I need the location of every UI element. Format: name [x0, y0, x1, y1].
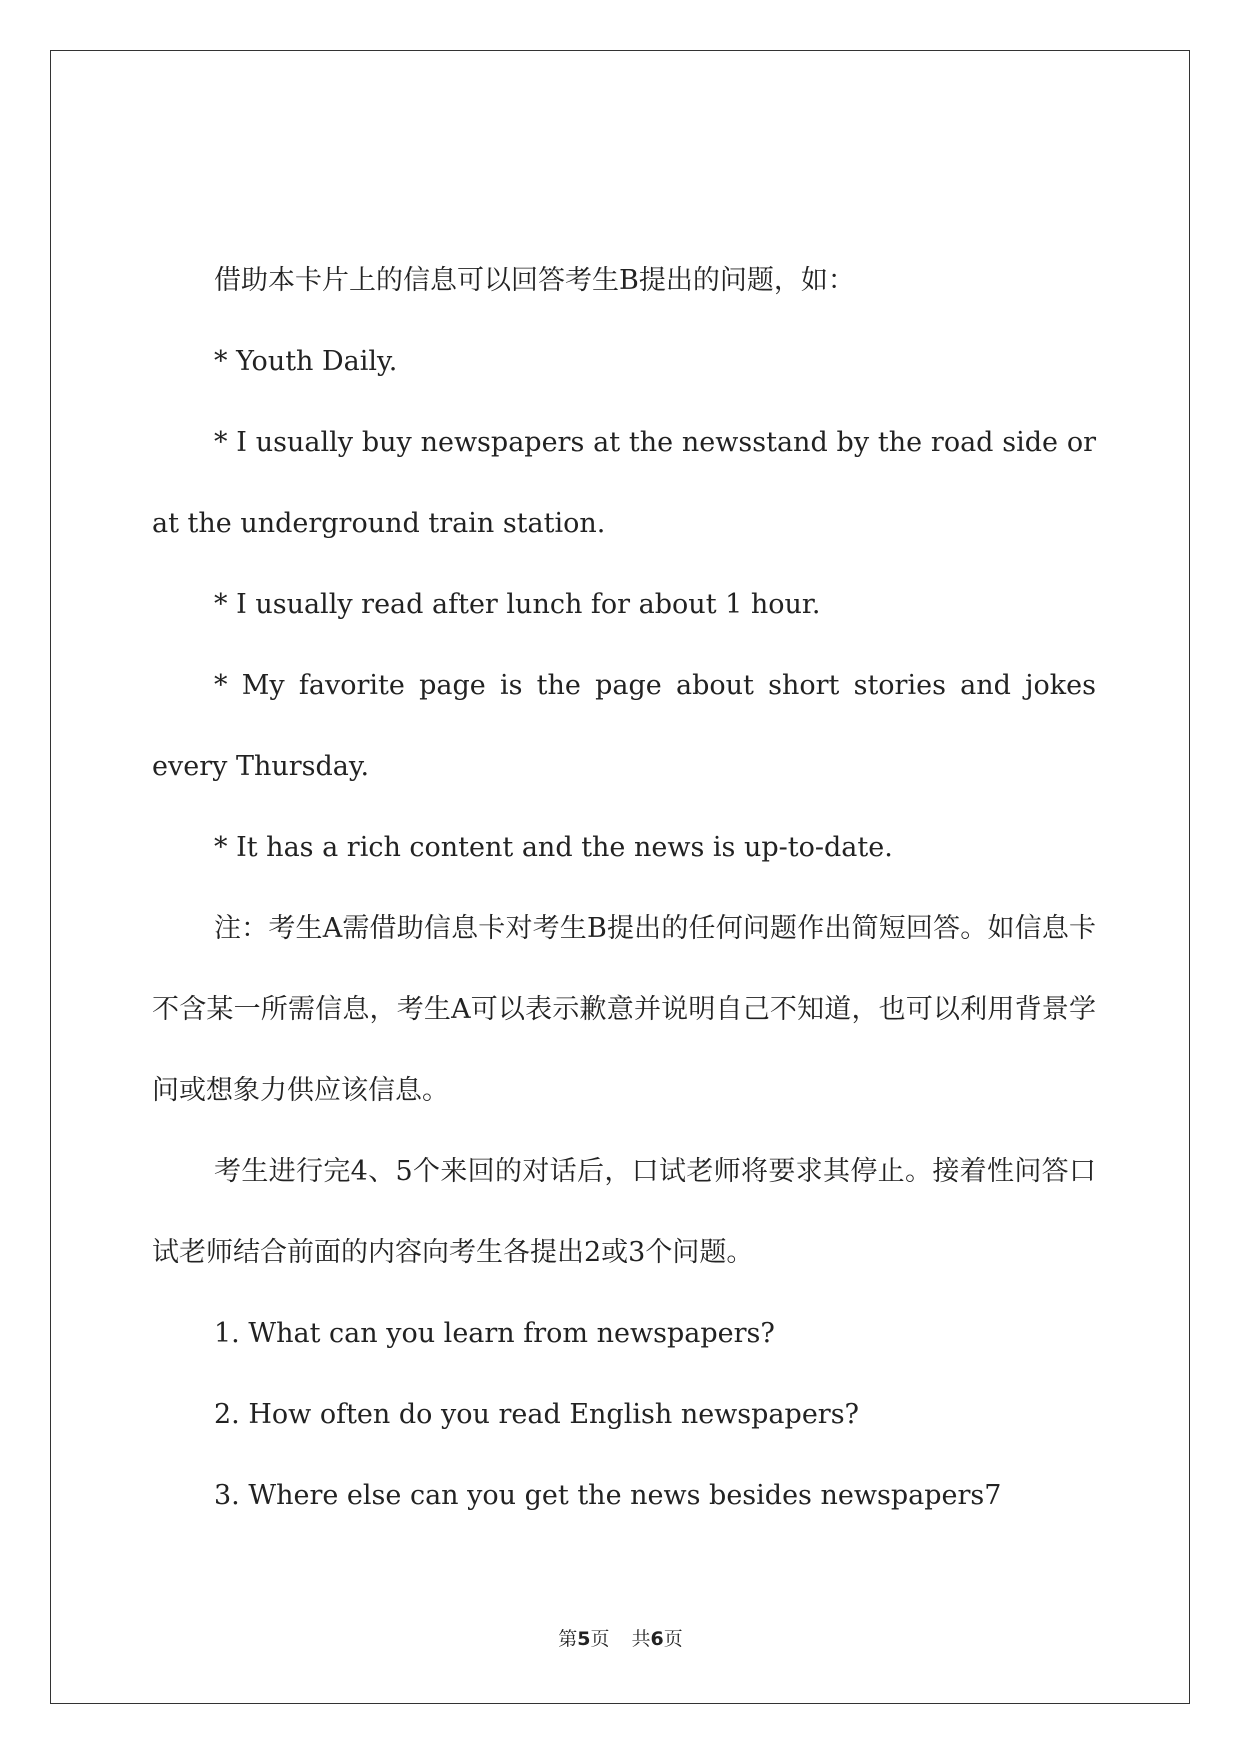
answer-item: * Youth Daily.: [214, 346, 398, 377]
total-pages: 6: [650, 1628, 664, 1650]
page-number: 5: [577, 1628, 591, 1650]
question-item: 1. What can you learn from newspapers?: [214, 1318, 775, 1349]
answer-item: * My favorite page is the page about short stories and jokes every Thursday.: [152, 670, 1096, 782]
paragraph-instructions: 考生进行完4、5个来回的对话后，口试老师将要求其停止。接着性问答口试老师结合前面的内容向考生各提出2或3个问题。: [152, 1156, 1096, 1268]
paragraph-note: 注：考生A需借助信息卡对考生B提出的任何问题作出简短回答。如信息卡不含某一所需信息，考生A可以表示歉意并说明自己不知道，也可以利用背景学问或想象力供应该信息。: [152, 913, 1096, 1106]
document-body: [152, 240, 1096, 1536]
question-item: 3. Where else can you get the news besides newspapers7: [214, 1480, 1002, 1511]
footer-total-prefix: 共: [631, 1628, 651, 1650]
footer-prefix: 第: [558, 1628, 578, 1650]
answer-item: * It has a rich content and the news is up-to-date.: [214, 832, 893, 863]
answer-item: * I usually read after lunch for about 1 hour.: [214, 589, 821, 620]
paragraph-intro: 借助本卡片上的信息可以回答考生B提出的问题，如：: [214, 265, 855, 296]
page-footer: [0, 1627, 1241, 1651]
footer-page-suffix: 页: [590, 1628, 610, 1650]
question-item: 2. How often do you read English newspapers?: [214, 1399, 860, 1430]
footer-total-suffix: 页: [663, 1628, 683, 1650]
answer-item: * I usually buy newspapers at the newsstand by the road side or at the underground train station.: [152, 427, 1096, 539]
